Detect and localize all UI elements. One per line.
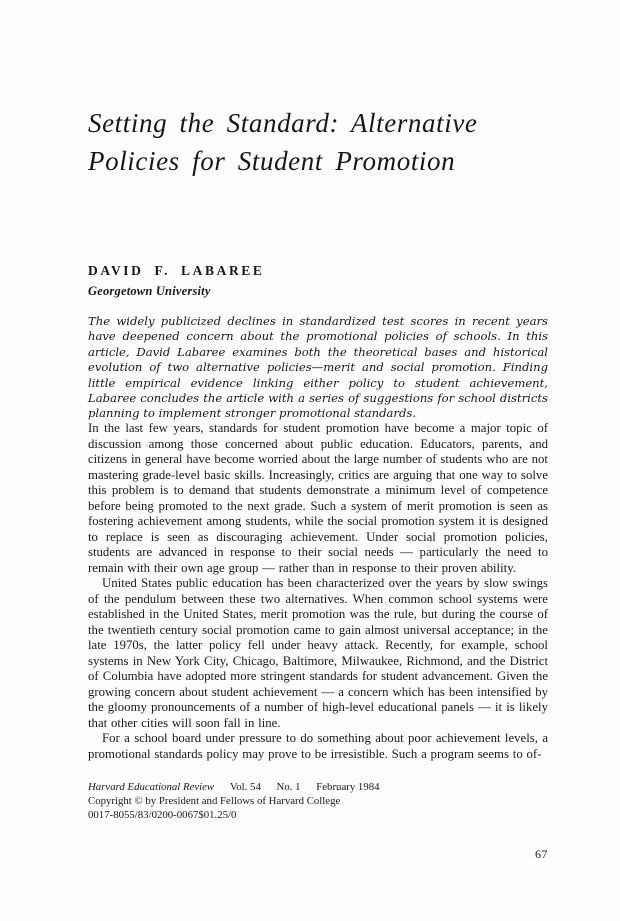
copyright-line: Copyright © by President and Fellows of Harvard College	[88, 795, 341, 807]
body-paragraph: United States public education has been characterized over the years by slow swings of the pendulum between these two alternatives. When common school systems were established in the United States, merit promotion was the rule, but during the course of the twentieth century social promotion came to gain almost universal acceptance; in the late 1970s, the latter policy fell under heavy attack. Recently, for example, school systems in New York City, Chicago, Baltimore, Milwaukee, Richmond, and the District of Columbia have adopted more stringent standards for student advancement. Given the growing concern about student achievement — a concern which has been intensified by the gloomy pronouncements of a number of high-level educational panels — it is likely that other cities will soon fall in line.	[88, 576, 548, 730]
journal-volume: Vol. 54	[229, 781, 261, 793]
article-body	[88, 421, 548, 762]
journal-citation-line	[88, 780, 548, 794]
title-line-2: Policies for Student Promotion	[88, 146, 456, 176]
journal-name: Harvard Educational Review	[88, 781, 215, 793]
page-number: 67	[535, 847, 548, 861]
title-line-1: Setting the Standard: Alternative	[88, 108, 478, 138]
author-name: DAVID F. LABAREE	[88, 263, 265, 278]
body-paragraph: For a school board under pressure to do something about poor achievement levels, a promotional standards policy may prove to be irresistible. Such a program seems to of-	[88, 731, 548, 761]
journal-number: No. 1	[276, 781, 301, 793]
issn-code-line: 0017-8055/83/0200-0067$01.25/0	[88, 809, 237, 821]
page-title	[88, 104, 568, 180]
body-paragraph: In the last few years, standards for student promotion have become a major topic of discussion among those concerned about public education. Educators, parents, and citizens in general have become worried about the large number of students who are not mastering grade-level basic skills. Increasingly, critics are arguing that one way to solve this problem is to demand that students demonstrate a minimum level of competence before being promoted to the next grade. Such a system of merit promotion is seen as fostering achievement among students, while the social promotion system it is designed to replace is seen as discouraging achievement. Under social promotion policies, students are advanced in response to their social needs — particularly the need to remain with their own age group — rather than in response to their proven ability.	[88, 421, 548, 575]
article-abstract: The widely publicized declines in standardized test scores in recent years have deepened concern about the promotional policies of schools. In this article, David Labaree examines both the theoretical bases and historical evolution of two alternative policies—merit and social promotion. Finding little empirical evidence linking either policy to student achievement, Labaree concludes the article with a series of suggestions for school districts planning to implement stronger promotional standards.	[88, 314, 548, 421]
journal-date: February 1984	[316, 781, 380, 793]
author-affiliation: Georgetown University	[88, 284, 211, 298]
journal-footnote	[88, 780, 548, 822]
